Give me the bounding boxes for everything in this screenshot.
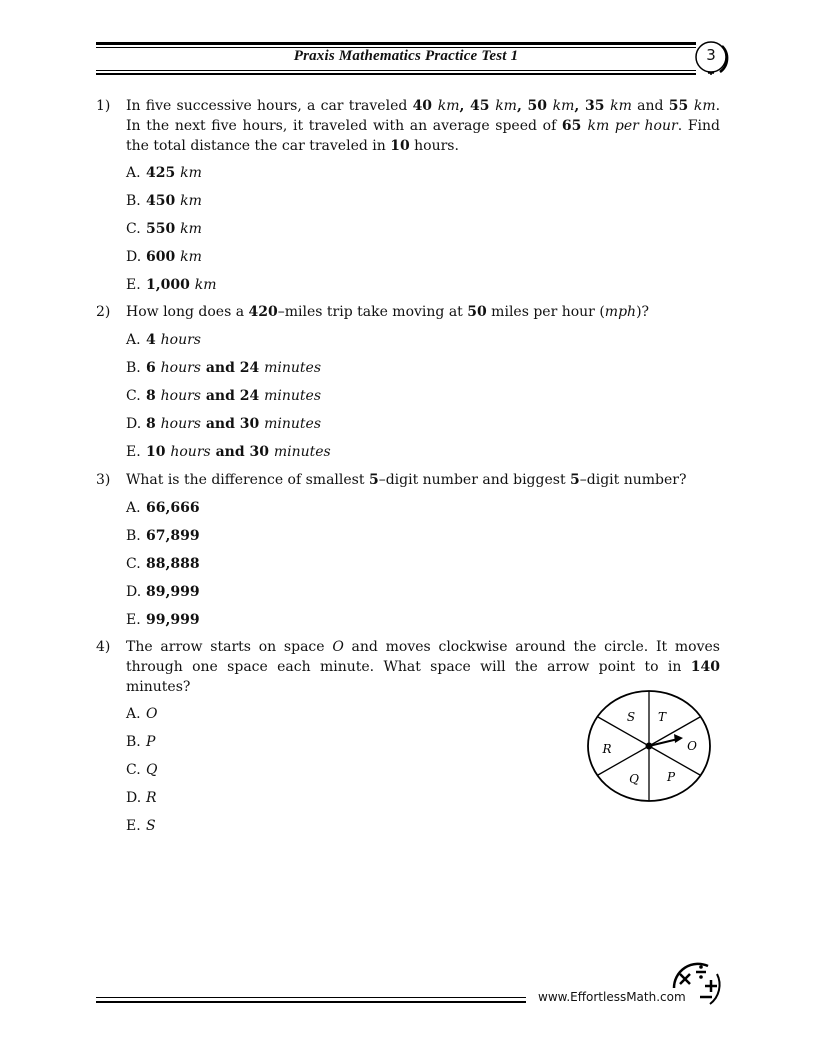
question-text: In five successive hours, a car traveled 40 km, 45 km, 50 km, 35 km and 55 km. In the next five hours, it traveled with an average speed of 65 km per hour. Find the total distance the car traveled in 10 hours. [126, 98, 721, 154]
question-number: 2) [96, 304, 111, 320]
page-number: 3 [706, 46, 716, 64]
answer-option[interactable]: B. 67,899 [126, 528, 200, 544]
question-number: 4) [96, 639, 111, 655]
math-operators-logo-icon [668, 958, 724, 1010]
answer-option[interactable]: A. O [126, 706, 158, 722]
answer-option[interactable]: D. 8 hours and 30 minutes [126, 416, 322, 432]
answer-option[interactable]: C. Q [126, 762, 158, 778]
answer-option[interactable]: D. 600 km [126, 249, 202, 265]
answer-option[interactable]: E. 10 hours and 30 minutes [126, 444, 331, 460]
answer-option[interactable]: E. 1,000 km [126, 277, 217, 293]
question-number: 1) [96, 98, 111, 114]
spinner-label-s: S [626, 710, 636, 724]
answer-option[interactable]: A. 425 km [126, 165, 202, 181]
answer-option[interactable]: D. 89,999 [126, 584, 200, 600]
answer-option[interactable]: B. P [126, 734, 156, 750]
footer-url-link[interactable]: www.EffortlessMath.com [538, 990, 686, 1004]
spinner-label-q: Q [629, 772, 639, 786]
question-text: What is the difference of smallest 5–digit number and biggest 5–digit number? [126, 472, 687, 488]
spinner-label-r: R [602, 742, 612, 756]
spinner-label-o: O [687, 739, 697, 753]
answer-option[interactable]: E. S [126, 818, 156, 834]
answer-option[interactable]: C. 8 hours and 24 minutes [126, 388, 322, 404]
footer-rule-top [96, 997, 526, 998]
answer-option[interactable]: E. 99,999 [126, 612, 200, 628]
answer-option[interactable]: C. 88,888 [126, 556, 200, 572]
spinner-label-p: P [666, 770, 676, 784]
answer-option[interactable]: C. 550 km [126, 221, 202, 237]
question-text: How long does a 420–miles trip take moving at 50 miles per hour (mph)? [126, 304, 650, 320]
header-title: Praxis Mathematics Practice Test 1 [293, 48, 519, 64]
answer-option[interactable]: B. 450 km [126, 193, 202, 209]
answer-option[interactable]: A. 4 hours [126, 332, 201, 348]
spinner-arrow-head-icon [674, 734, 683, 743]
spinner-arrow-icon [649, 739, 678, 746]
spinner-diagram [586, 690, 712, 806]
question-number: 3) [96, 472, 111, 488]
footer-rule-bottom [96, 1001, 526, 1003]
answer-option[interactable]: B. 6 hours and 24 minutes [126, 360, 322, 376]
spinner-pivot [646, 743, 653, 750]
answer-option[interactable]: D. R [126, 790, 157, 806]
question-text: The arrow starts on space O and moves clockwise around the circle. It moves through one space each minute. What space will the arrow point to in 140 minutes? [126, 639, 720, 695]
answer-option[interactable]: A. 66,666 [126, 500, 200, 516]
spinner-label-t: T [657, 710, 667, 724]
